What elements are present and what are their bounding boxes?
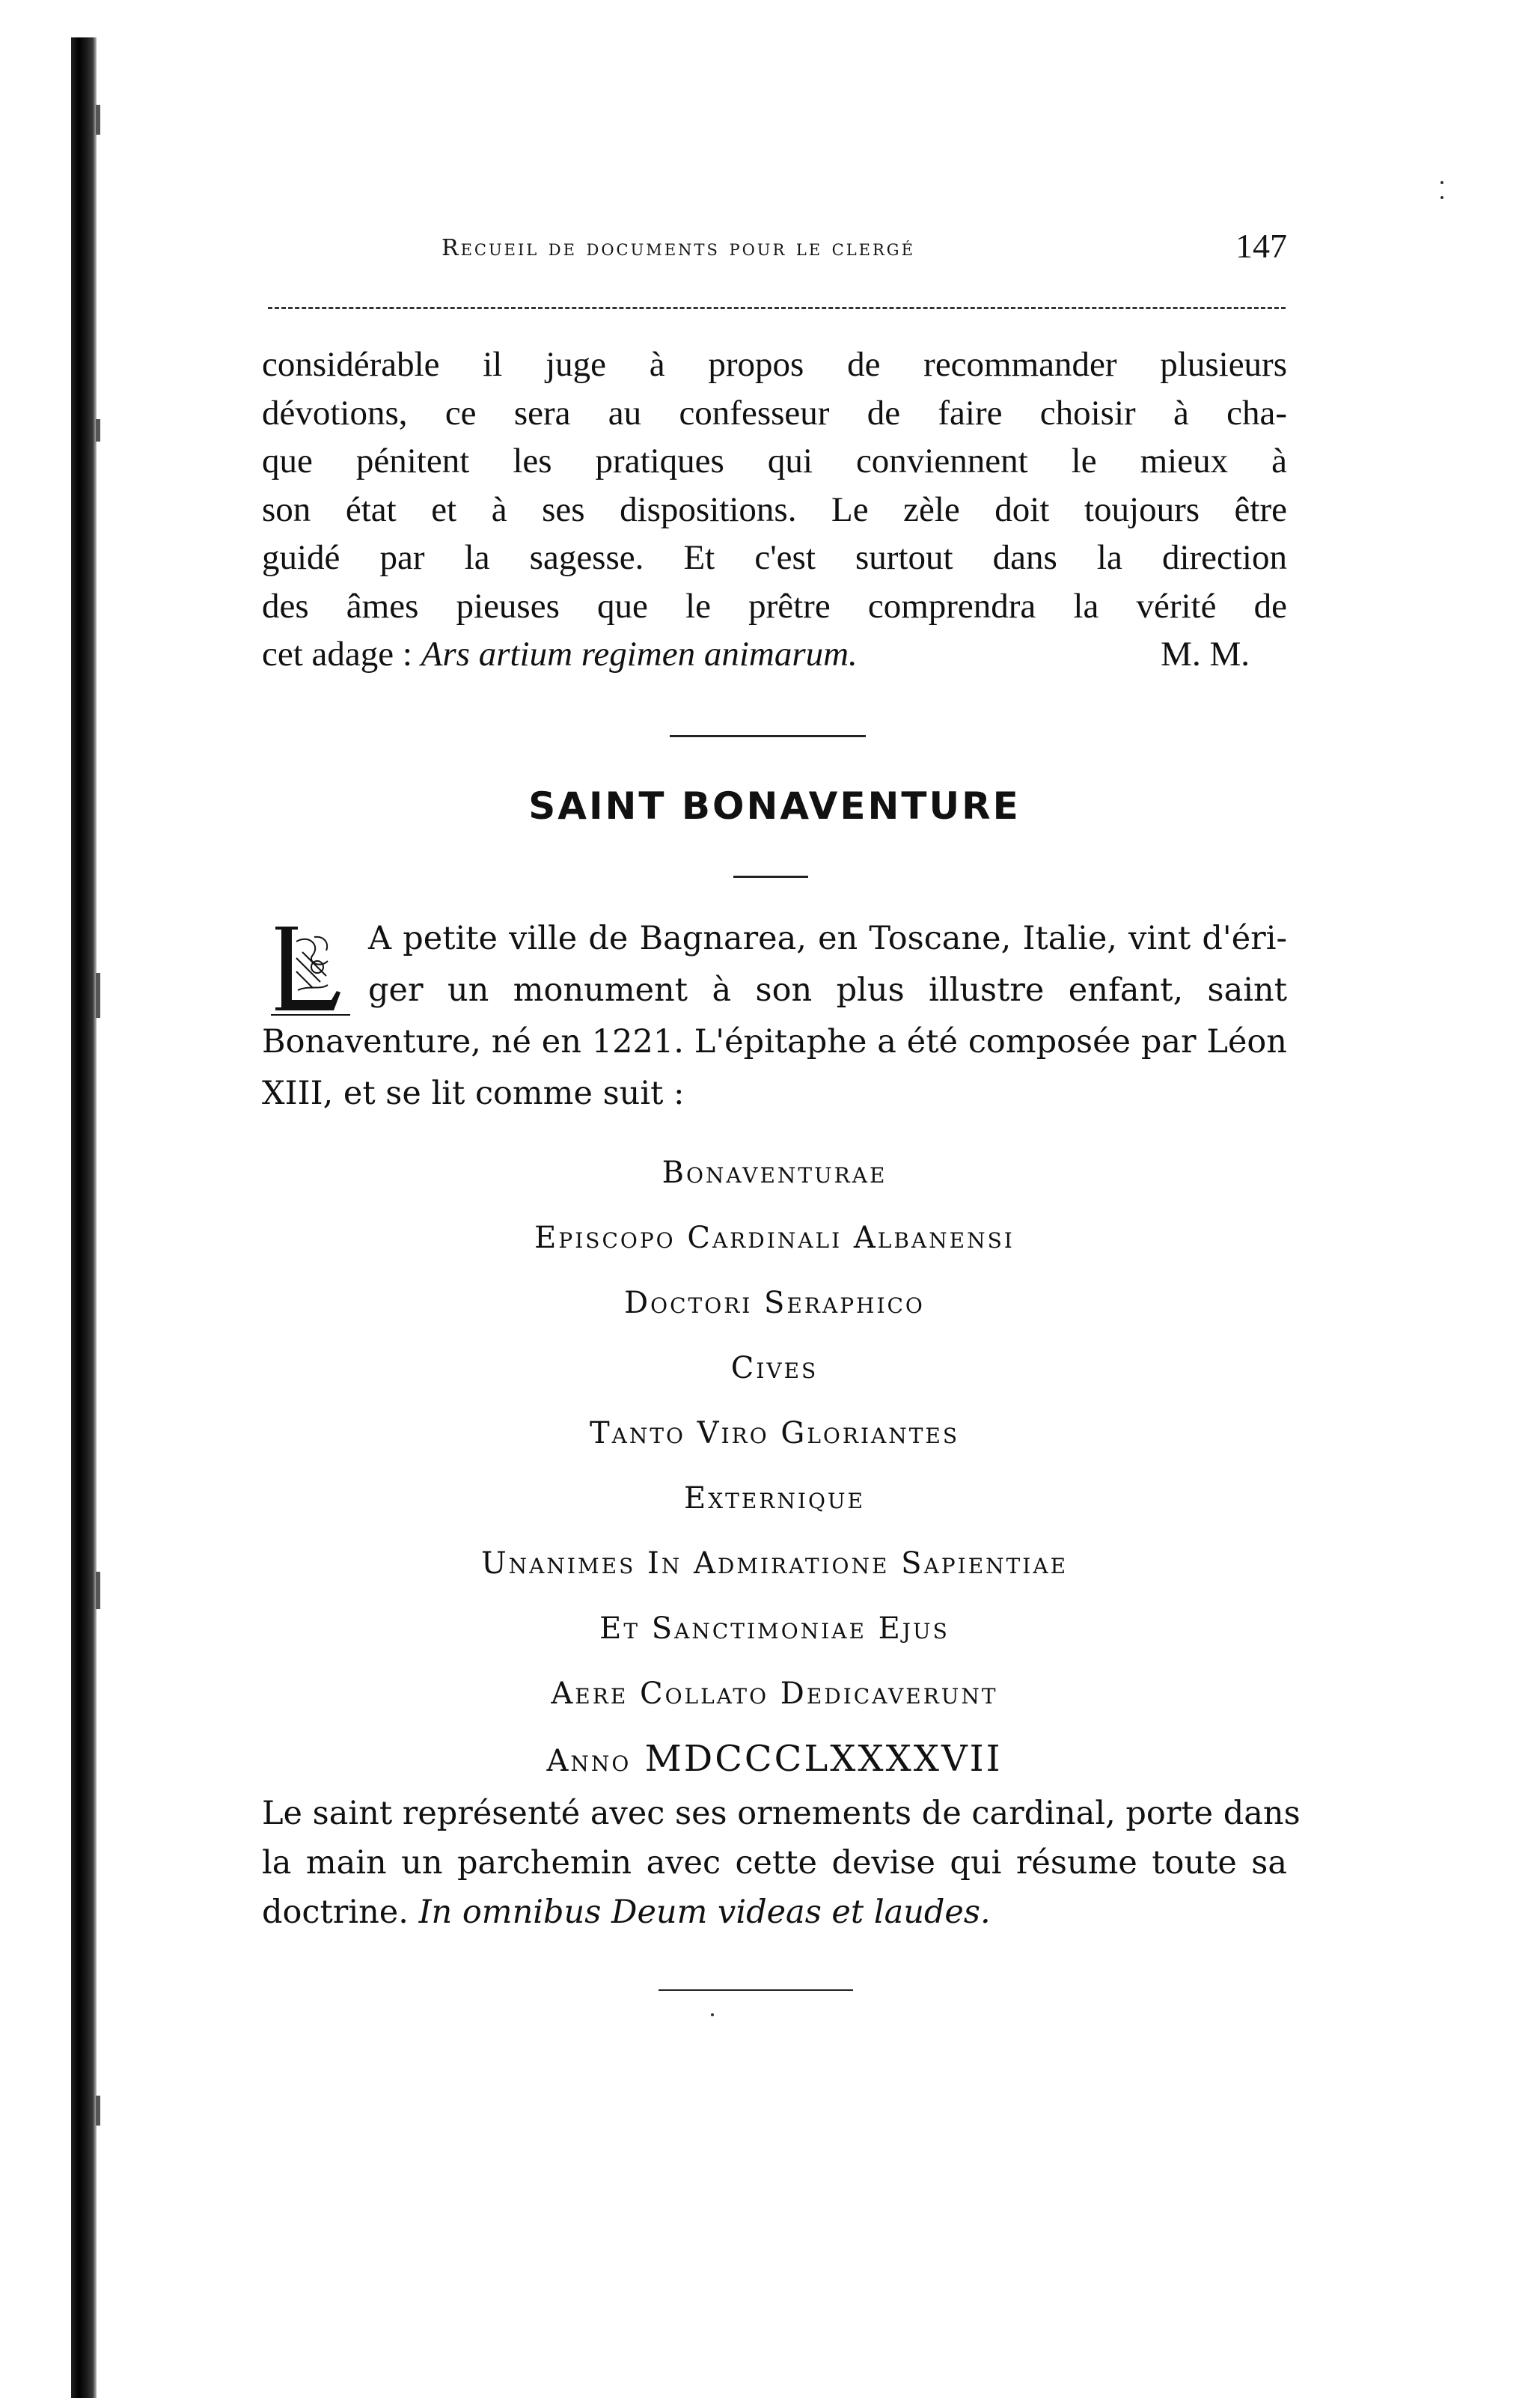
header-rule — [268, 307, 1286, 309]
closing-rule — [659, 1989, 853, 1991]
text-line: son état et à ses dispositions. Le zèle doit toujours être — [262, 489, 1287, 529]
text-line: A petite ville de Bagnarea, en Toscane, Italie, vint d'éri- — [368, 920, 1287, 957]
year-roman: MDCCCLXXXXVII — [644, 1738, 1003, 1780]
text-line: la main un parchemin avec cette devise qui résume toute sa — [262, 1844, 1287, 1882]
inscription-line: Cives — [730, 1351, 819, 1385]
stray-mark — [1440, 181, 1443, 184]
text-line: guidé par la sagesse. Et c'est surtout dans la direction — [262, 538, 1287, 577]
text-line-last — [262, 630, 1287, 679]
text-line: des âmes pieuses que le prêtre comprendra la vérité de — [262, 586, 1287, 626]
text-line: XIII, et se lit comme suit : — [262, 1075, 685, 1112]
latin-motto: In omnibus Deum videas et laudes. — [418, 1894, 991, 1931]
binding-speck — [96, 2096, 100, 2126]
text-line: Bonaventure, né en 1221. L'épitaphe a été composée par Léon — [262, 1023, 1287, 1061]
inscription-line: Unanimes In Admiratione Sapientiae — [480, 1546, 1069, 1581]
year-prefix: Anno — [546, 1744, 632, 1778]
stray-mark — [711, 2013, 714, 2016]
inscription-line: Bonaventurae — [661, 1156, 887, 1190]
text-line: considérable il juge à propos de recommander plusieurs — [262, 345, 1287, 384]
binding-speck — [96, 973, 100, 1018]
paragraph-2 — [262, 913, 1287, 1120]
binding-speck — [96, 419, 100, 442]
text-line: ger un monument à son plus illustre enfant, saint — [368, 971, 1287, 1009]
section-title: SAINT BONAVENTURE — [528, 784, 1021, 828]
inscription-line: Tanto Viro Gloriantes — [589, 1416, 960, 1450]
title-underline-rule — [733, 876, 808, 878]
running-title: Recueil de documents pour le clergé — [441, 235, 915, 261]
binding-speck — [96, 1572, 100, 1609]
stray-mark — [1440, 196, 1443, 199]
epitaph-inscription — [262, 1141, 1287, 1792]
binding-speck — [96, 105, 100, 135]
inscription-line: Doctori Seraphico — [624, 1286, 925, 1320]
text-line: Le saint représenté avec ses ornements de cardinal, porte dans — [262, 1795, 1301, 1832]
running-head — [262, 226, 1287, 271]
author-signature: M. M. — [1161, 635, 1250, 674]
inscription-line: Externique — [684, 1481, 865, 1516]
binding-edge — [71, 37, 97, 2398]
text-line: que pénitent les pratiques qui conviennent le mieux à — [262, 442, 1287, 480]
paragraph-1 — [262, 341, 1287, 679]
text-line: dévotions, ce sera au confesseur de faire choisir à cha- — [262, 393, 1287, 433]
page-number: 147 — [1235, 227, 1287, 265]
inscription-line: Aere Collato Dedicaverunt — [551, 1677, 998, 1711]
text-segment: cet adage : — [262, 635, 421, 674]
inscription-line: Episcopo Cardinali Albanensi — [534, 1221, 1015, 1255]
paragraph-3 — [262, 1789, 1301, 1937]
latin-maxim: Ars artium regimen animarum. — [421, 635, 858, 674]
inscription-year-line — [262, 1727, 1287, 1792]
last-line-text — [262, 630, 858, 679]
text-line-last — [262, 1888, 1287, 1937]
text-segment: doctrine. — [262, 1894, 419, 1931]
section-separator-rule — [670, 735, 866, 737]
inscription-line: Et Sanctimoniae Ejus — [599, 1611, 950, 1646]
